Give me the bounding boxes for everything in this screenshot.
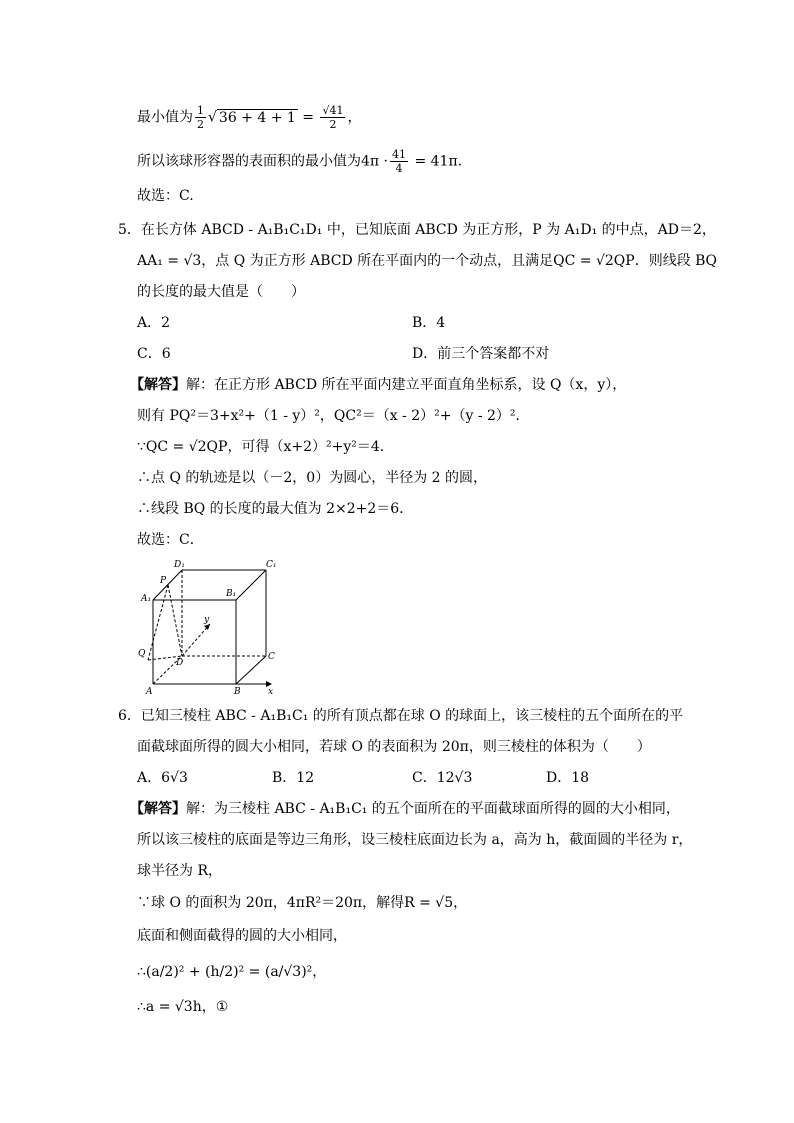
q5-solution-line-6: 故选：C．	[137, 532, 204, 548]
q6-solution-line-5: 底面和侧面截得的圆的大小相同，	[137, 928, 347, 944]
q5-solution-line-3: ∵QC = √2QP，可得（x+2）²+y²＝4．	[137, 439, 394, 455]
label-x: x	[268, 687, 274, 696]
label-B1: B₁	[226, 589, 237, 599]
label-B: B	[234, 687, 241, 696]
q6-solution-line-7: ∴a = √3h，①	[137, 999, 229, 1015]
label-D: D	[176, 658, 184, 668]
solution-tag: 【解答】	[130, 377, 186, 393]
label-C1: C₁	[266, 560, 277, 570]
q5-solution-line-4: ∴点 Q 的轨迹是以（－2，0）为圆心，半径为 2 的圆，	[137, 470, 487, 486]
q6-solution-line-2: 所以该三棱柱的底面是等边三角形，设三棱柱底面边长为 a，高为 h，截面圆的半径为 r，	[137, 832, 693, 848]
label-y: y	[204, 615, 210, 625]
top-answer: 故选：C.	[137, 188, 194, 204]
q5-option-b: B．4	[412, 315, 446, 331]
q6-option-a: A．6√3	[137, 770, 188, 786]
q5-option-a: A．2	[137, 315, 171, 331]
label-D1: D₁	[174, 560, 185, 570]
label-A: A	[146, 687, 153, 696]
q6-solution-line-1: 【解答】解：为三棱柱 ABC - A₁B₁C₁ 的五个面所在的平面截球面所得的圆的大小相同，	[130, 801, 680, 817]
q5-stem-line-1: 5．在长方体 ABCD - A₁B₁C₁D₁ 中，已知底面 ABCD 为正方形，P 为 A₁D₁ 的中点，AD＝2，	[118, 222, 716, 238]
q5-option-d: D．前三个答案都不对	[412, 346, 550, 362]
q5-solution-line-2: 则有 PQ²＝3+x²+（1 - y）²，QC²＝（x - 2）²+（y - 2）²．	[137, 408, 530, 424]
q6-stem-line-2: 面截球面所得的圆大小相同，若球 O 的表面积为 20π，则三棱柱的体积为（ ）	[137, 739, 651, 755]
fraction-one-half: $\frac{1}{2}$	[197, 104, 204, 131]
label-P: P	[160, 576, 167, 586]
text-min-value: 最小值为	[137, 109, 193, 126]
q6-solution-line-6: ∴(a/2)² + (h/2)² = (a/√3)²，	[137, 964, 327, 980]
fraction-41-4: $\frac{41}{4}$	[392, 148, 407, 175]
q5-solution-line-5: ∴线段 BQ 的长度的最大值为 2×2+2＝6．	[137, 501, 414, 517]
label-Q: Q	[138, 649, 146, 659]
radicand: 36 + 4 + 1	[218, 109, 296, 126]
q6-solution-line-3: 球半径为 R，	[137, 863, 222, 879]
q5-stem-line-3: 的长度的最大值是（ ）	[137, 284, 305, 300]
cuboid-figure	[138, 558, 278, 696]
q5-solution-line-1: 【解答】解：在正方形 ABCD 所在平面内建立平面直角坐标系，设 Q（x，y），	[130, 377, 627, 393]
solution-tag: 【解答】	[130, 801, 186, 817]
top-line-2: 所以该球形容器的表面积的最小值为4π · $\frac{41}{4}$ = 41π.	[137, 148, 463, 175]
q5-stem-line-2: AA₁ = √3，点 Q 为正方形 ABCD 所在平面内的一个动点，且满足QC = √2QP．则线段 BQ	[137, 253, 717, 269]
label-C: C	[268, 652, 275, 662]
q6-solution-line-4: ∵球 O 的面积为 20π，4πR²＝20π，解得R = √5，	[137, 895, 468, 911]
q6-option-b: B．12	[272, 770, 315, 786]
label-A1: A₁	[141, 594, 152, 604]
fraction-sqrt41-half: $\frac{√41}{2}$	[322, 104, 344, 131]
q6-stem-line-1: 6．已知三棱柱 ABC - A₁B₁C₁ 的所有顶点都在球 O 的球面上，该三棱柱的五个面所在的平	[118, 708, 684, 724]
q6-option-d: D．18	[546, 770, 590, 786]
top-line-1: 最小值为 $\frac{1}{2}$ √ 36 + 4 + 1 = $\frac{√41}{2}$ ，	[137, 104, 362, 131]
q5-option-c: C．6	[137, 346, 171, 362]
q6-option-c: C．12√3	[412, 770, 473, 786]
